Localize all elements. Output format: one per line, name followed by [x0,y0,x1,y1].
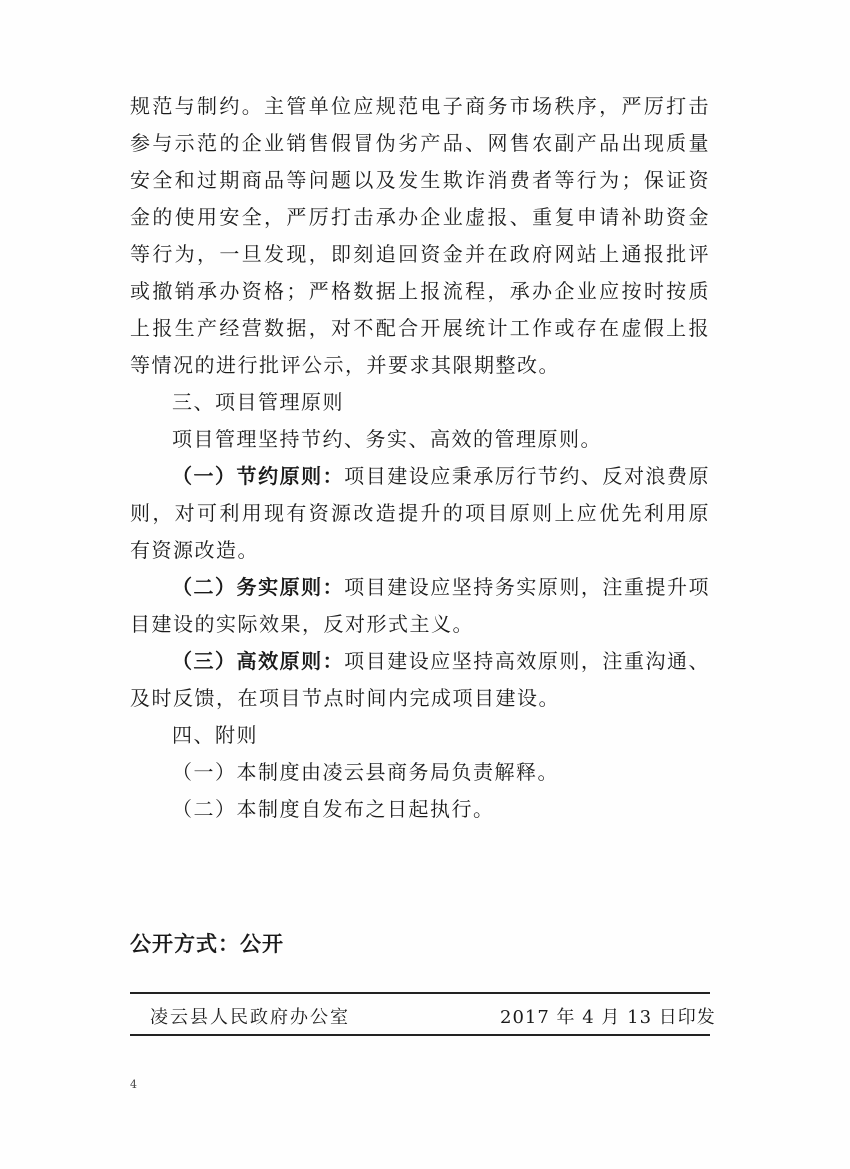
body-content [130,88,710,828]
paragraph-text: 规范与制约。主管单位应规范电子商务市场秩序，严厉打击参与示范的企业销售假冒伪劣产品、网售农副产品出现质量安全和过期商品等问题以及发生欺诈消费者等行为；保证资金的使用安全，严厉打击承办企业虚报、重复申请补助资金等行为，一旦发现，即刻追回资金并在政府网站上通报批评或撤销承办资格；严格数据上报流程，承办企业应按时按质上报生产经营数据，对不配合开展统计工作或存在虚假上报等情况的进行批评公示，并要求其限期整改。 [130,94,710,377]
paragraph-interpretation: （一）本制度由凌云县商务局负责解释。 [172,760,559,784]
paragraph-efficiency [130,643,710,717]
clause-text: 项目建设应坚持高效原则，注重沟通、及时反馈，在项目节点时间内完成项目建设。 [130,649,711,710]
disclosure-method: 公开方式：公开 [130,932,284,956]
issue-date: 2017 年 4 月 13 日印发 [500,1007,716,1028]
issuing-office: 凌云县人民政府办公室 [150,1007,350,1028]
paragraph-principles-intro: 项目管理坚持节约、务实、高效的管理原则。 [172,427,602,451]
paragraph-frugality [130,458,710,569]
clause-text: 项目建设应坚持务实原则，注重提升项目建设的实际效果，反对形式主义。 [130,575,711,636]
footer-rule-bottom [130,1034,710,1036]
paragraph-effective-date: （二）本制度自发布之日起执行。 [172,797,495,821]
clause-lead: （一）节约原则： [172,464,345,488]
footer-rule-top [130,992,710,994]
paragraph-pragmatism [130,569,710,643]
clause-lead: （三）高效原则： [172,649,345,673]
paragraph-regulation [130,88,710,384]
clause-text: 项目建设应秉承厉行节约、反对浪费原则，对可利用现有资源改造提升的项目原则上应优先利用原有资源改造。 [130,464,711,562]
section-heading-project-principles: 三、项目管理原则 [172,390,344,414]
clause-lead: （二）务实原则： [172,575,345,599]
section-heading-supplementary: 四、附则 [172,723,258,747]
page-number: 4 [130,1078,137,1091]
